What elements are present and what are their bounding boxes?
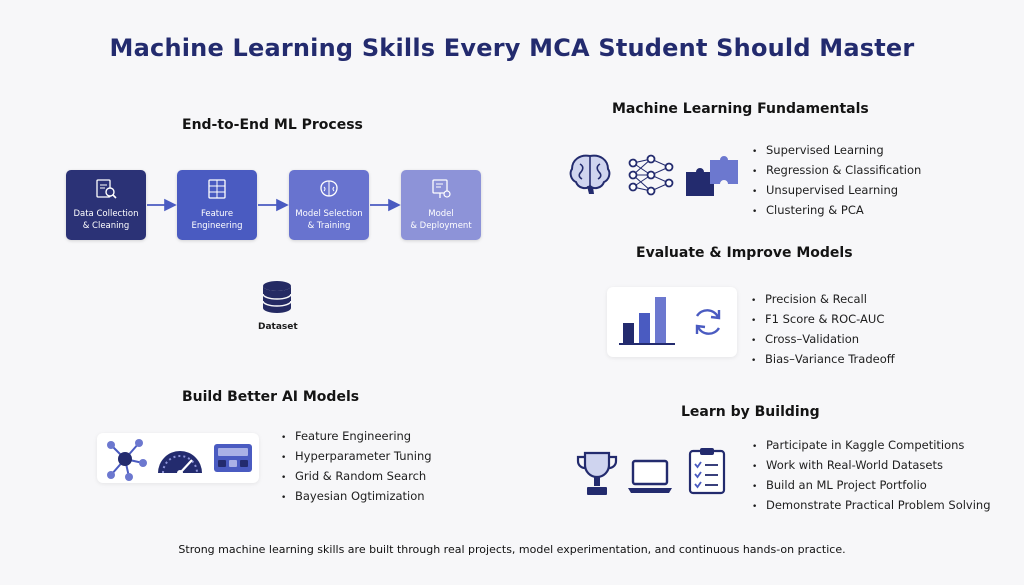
database-icon [260, 280, 294, 316]
dataset-label: Dataset [258, 322, 298, 332]
brain-icon [566, 152, 614, 196]
deploy-screen-icon [429, 178, 453, 200]
list-item: • Supervised Learning [752, 141, 921, 161]
step-label: Data Collection [73, 209, 139, 219]
step-label: Engineering [191, 221, 243, 231]
build-card [97, 433, 259, 483]
list-item: • Cross–Validation [751, 330, 895, 350]
step-label: & Cleaning [82, 221, 130, 231]
step-label: & Training [307, 221, 351, 231]
step-label: Feature [200, 209, 234, 219]
list-item: • F1 Score & ROC-AUC [751, 310, 895, 330]
network-node-icon [103, 437, 147, 481]
puzzle-icon [684, 156, 740, 198]
evaluate-card [607, 287, 737, 357]
trophy-icon [575, 450, 619, 498]
fundamentals-list [752, 141, 921, 221]
list-item: • Build an ML Project Portfolio [752, 476, 991, 496]
laptop-icon [626, 458, 674, 496]
footer-note: Strong machine learning skills are built through real projects, model experimentation, and continuous hands-on practice. [178, 543, 846, 556]
build-list [281, 427, 432, 507]
list-item: • Grid & Random Search [281, 467, 432, 487]
process-arrows [146, 198, 406, 212]
step-label: Model [428, 209, 454, 219]
feature-table-icon [205, 178, 229, 200]
list-item: • Unsupervised Learning [752, 181, 921, 201]
list-item: • Regression & Classification [752, 161, 921, 181]
list-item: • Demonstrate Practical Problem Solving [752, 496, 991, 516]
brain-icon [317, 178, 341, 200]
refresh-icon [691, 305, 725, 339]
process-step-deployment [401, 170, 481, 240]
list-item: • Participate in Kaggle Competitions [752, 436, 991, 456]
checklist-icon [685, 446, 729, 496]
neural-network-icon [627, 153, 675, 197]
list-item: • Bayesian Ogtimization [281, 487, 432, 507]
bar-chart-icon [619, 295, 681, 349]
data-search-icon [94, 178, 118, 200]
speedometer-icon [155, 443, 205, 477]
evaluate-heading: Evaluate & Improve Models [636, 245, 853, 261]
control-panel-icon [213, 443, 253, 473]
list-item: • Hyperparameter Tuning [281, 447, 432, 467]
build-heading: Build Better AI Models [182, 389, 360, 405]
step-label: Model Selection [295, 209, 363, 219]
page-title: Machine Learning Skills Every MCA Student Should Master [109, 34, 915, 62]
step-label: & Deployment [410, 221, 472, 231]
learn-heading: Learn by Building [681, 404, 820, 420]
fundamentals-heading: Machine Learning Fundamentals [612, 101, 869, 117]
process-step-data-collection [66, 170, 146, 240]
list-item: • Work with Real-World Datasets [752, 456, 991, 476]
process-heading: End-to-End ML Process [182, 117, 363, 133]
list-item: • Feature Engineering [281, 427, 432, 447]
learn-list [752, 436, 991, 516]
list-item: • Bias–Variance Tradeoff [751, 350, 895, 370]
list-item: • Clustering & PCA [752, 201, 921, 221]
list-item: • Precision & Recall [751, 290, 895, 310]
evaluate-list [751, 290, 895, 370]
